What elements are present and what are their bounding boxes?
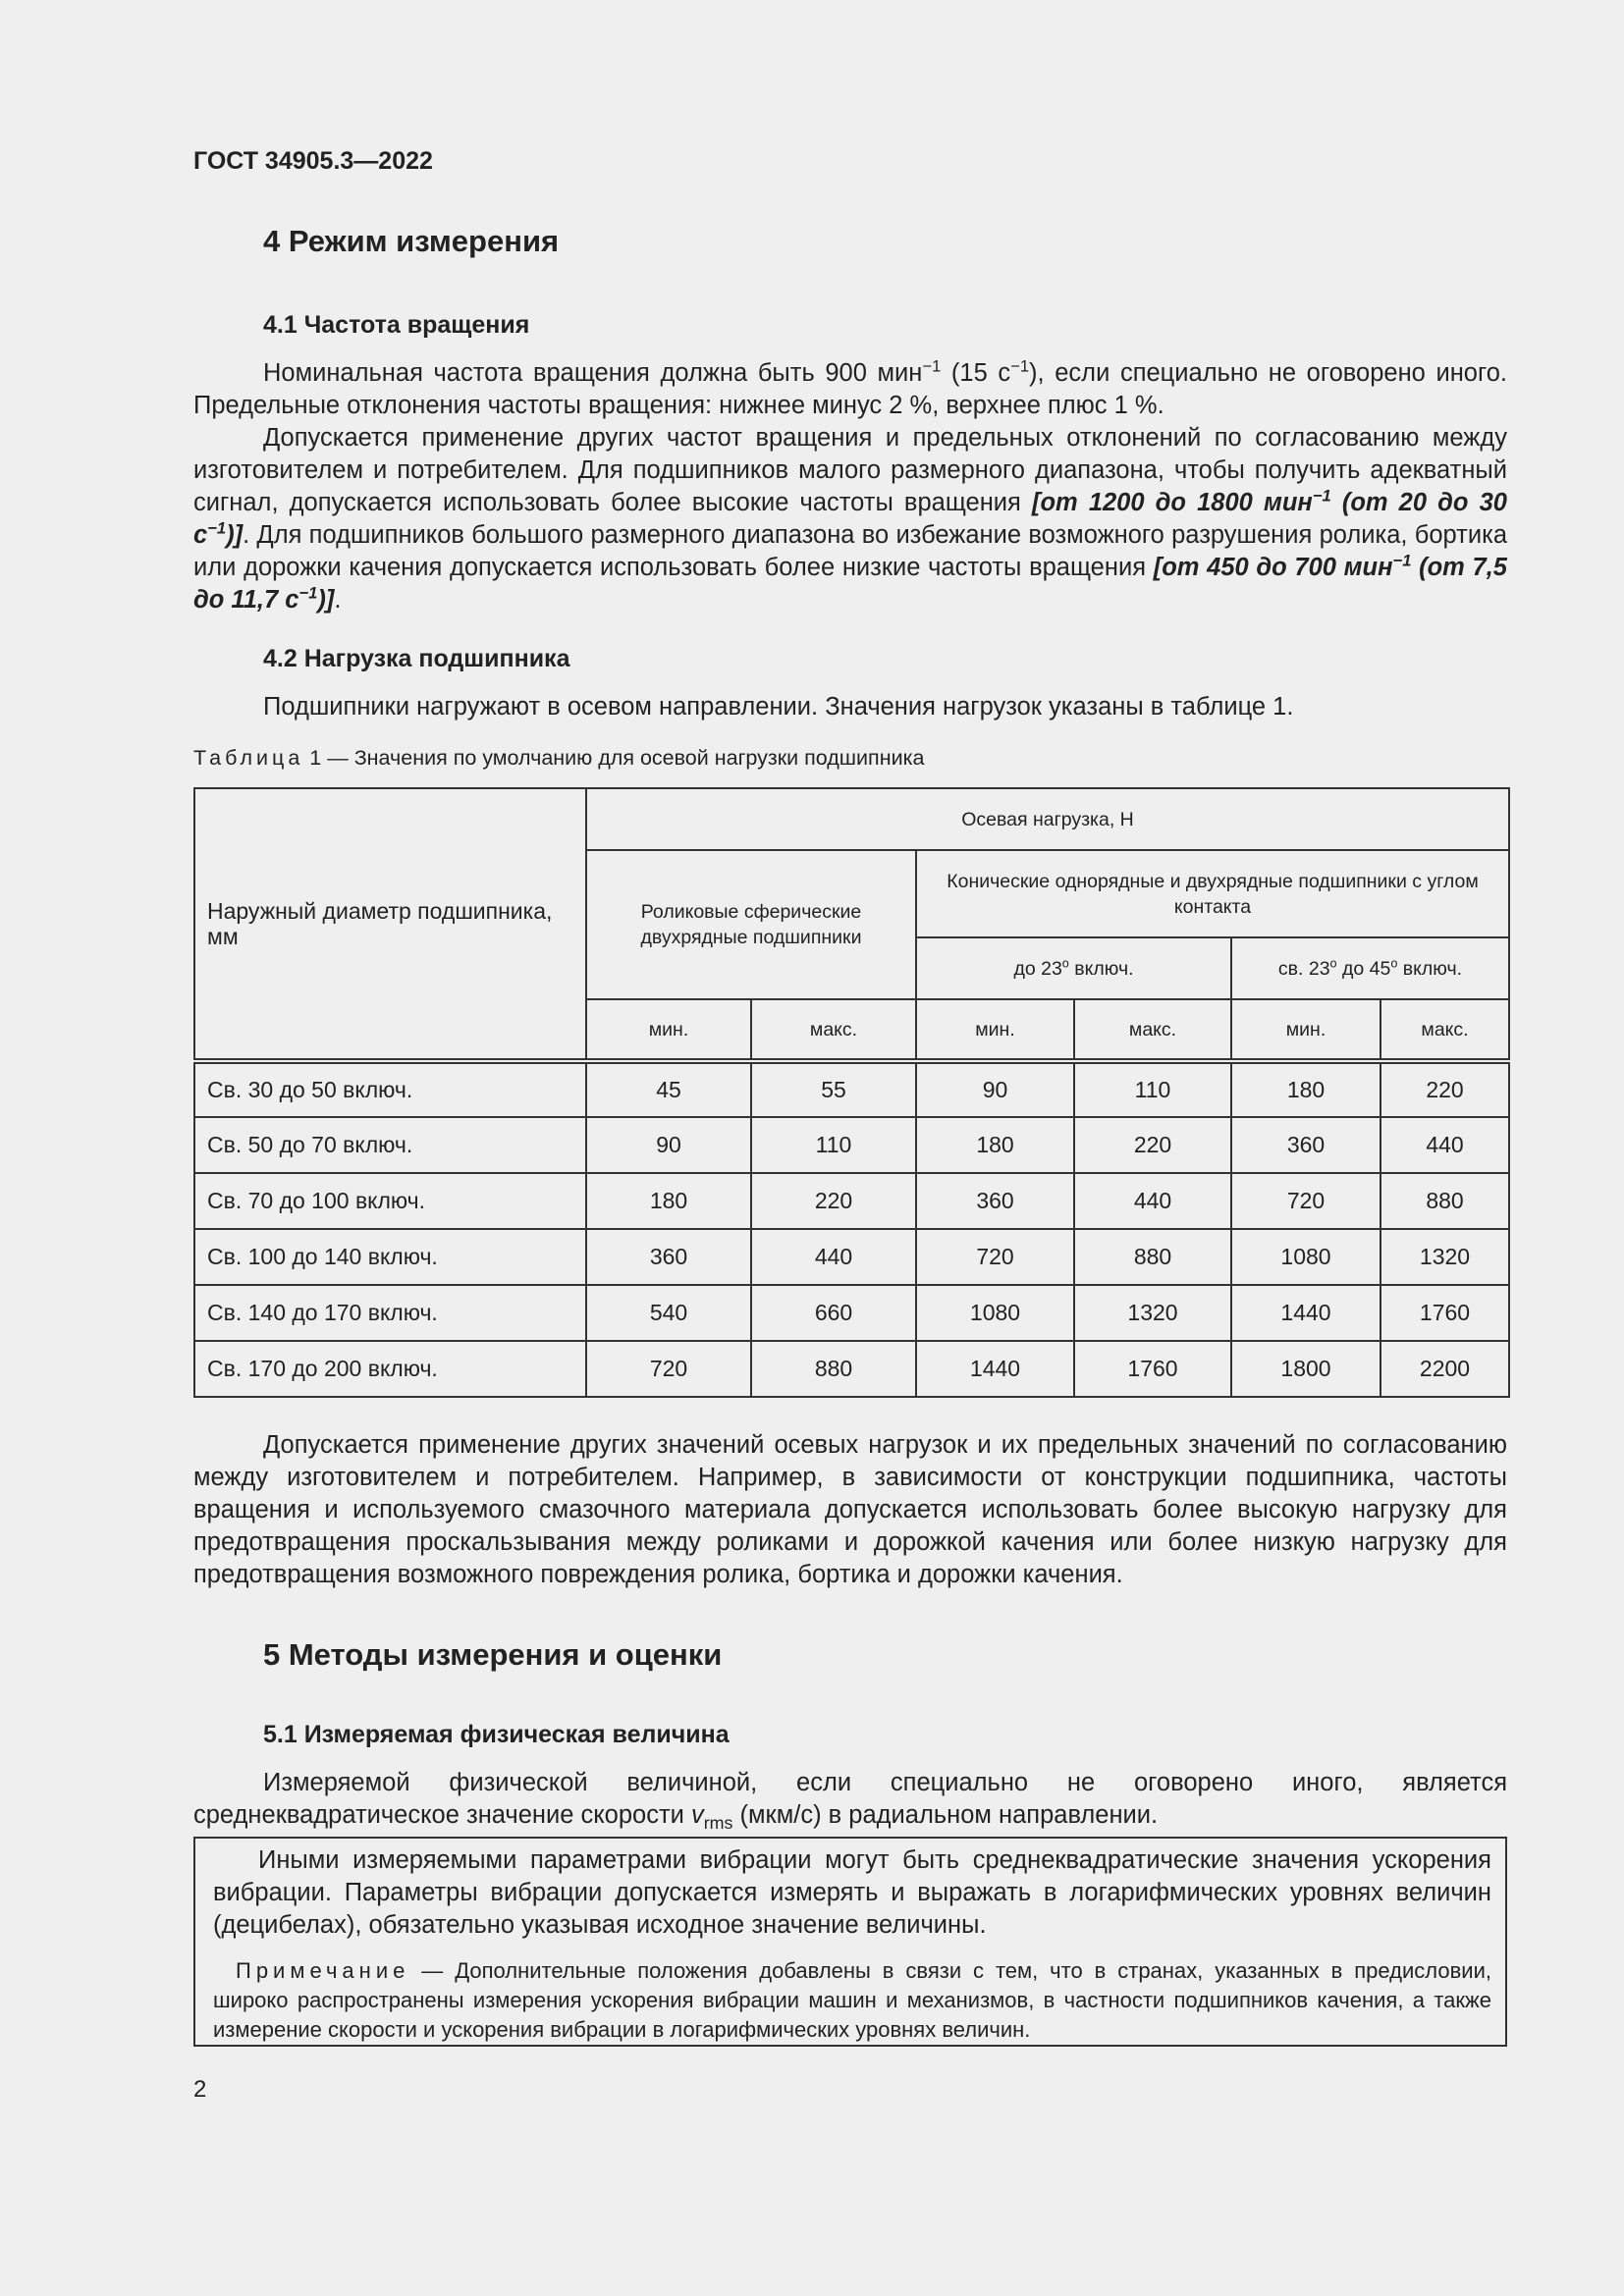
row-label: Св. 50 до 70 включ. xyxy=(194,1117,586,1173)
additional-provisions-box xyxy=(193,1837,1507,2047)
row-label: Св. 70 до 100 включ. xyxy=(194,1173,586,1229)
table-cell: 1320 xyxy=(1380,1229,1509,1285)
table-cell: 110 xyxy=(751,1117,916,1173)
section-5-title: 5 Методы измерения и оценки xyxy=(263,1637,723,1672)
table-cell: 360 xyxy=(916,1173,1074,1229)
table-cell: 360 xyxy=(586,1229,751,1285)
section-4-title: 4 Режим измерения xyxy=(263,224,560,258)
table-cell: 1440 xyxy=(1231,1285,1380,1341)
table-cell: 1080 xyxy=(1231,1229,1380,1285)
table-row xyxy=(194,1229,1509,1285)
row-label: Св. 170 до 200 включ. xyxy=(194,1341,586,1397)
header-max: макс. xyxy=(1074,999,1231,1061)
table-cell: 1320 xyxy=(1074,1285,1231,1341)
table-cell: 2200 xyxy=(1380,1341,1509,1397)
paragraph-4-1-1: Номинальная частота вращения должна быть 900 мин$^{-1}$ (15 $с^{-1}$), если специально не оговорено иного. Предельные отклонения частоты вращения: нижнее минус 2 %, верхнее плюс 1 %. xyxy=(193,356,1507,419)
paragraph-after-table: Допускается применение других значений осевых нагрузок и их предельных значений по согласованию между изготовителем и потребителем. Например, в зависимости от конструкции подшипника, частоты вращения и используемого смазочного материала допускается использовать более высокую нагрузку для предотвращения проскальзывания между роликами и дорожкой качения или более низкую нагрузку для предотвращения возможного повреждения ролика, бортика и дорожки качения. xyxy=(193,1431,1507,1588)
table-cell: 880 xyxy=(1074,1229,1231,1285)
row-label: Св. 140 до 170 включ. xyxy=(194,1285,586,1341)
boxed-paragraph: Иными измеряемыми параметрами вибрации могут быть среднеквадратические значения ускорения вибрации. Параметры вибрации допускается измерять и выражать в логарифмических уровнях величин (децибелах), обязательно указывая исходное значение величины. xyxy=(213,1846,1491,1939)
header-axial-load: Осевая нагрузка, Н xyxy=(586,788,1509,850)
table-cell: 180 xyxy=(586,1173,751,1229)
table-cell: 720 xyxy=(1231,1173,1380,1229)
table-cell: 360 xyxy=(1231,1117,1380,1173)
paragraph-5-1-1: Измеряемой физической величиной, если специально не оговорено иного, является среднеквадратическое значение скорости $v_{rms}$ (мкм/с) в радиальном направлении. xyxy=(193,1769,1507,1834)
header-min: мин. xyxy=(916,999,1074,1061)
section-4-1-title: 4.1 Частота вращения xyxy=(263,311,530,339)
table-cell: 1800 xyxy=(1231,1341,1380,1397)
table-cell: 220 xyxy=(1074,1117,1231,1173)
table-cell: 720 xyxy=(586,1341,751,1397)
table-cell: 440 xyxy=(751,1229,916,1285)
table-cell: 720 xyxy=(916,1229,1074,1285)
note: Примечание — Дополнительные положения добавлены в связи с тем, что в странах, указанных в предисловии, широко распространены измерения ускорения вибрации машин и механизмов, в частности подшипников качения, а также измерение скорости и ускорения вибрации в логарифмических уровнях величин. xyxy=(213,1958,1491,2042)
table-cell: 90 xyxy=(586,1117,751,1173)
table-cell: 660 xyxy=(751,1285,916,1341)
frequency-range-low: [от 450 до 700 мин$^{-1}$ (от 7,5 до 11,7 $с^{-1}$)] xyxy=(193,551,1507,614)
table-cell: 55 xyxy=(751,1061,916,1117)
header-max: макс. xyxy=(751,999,916,1061)
header-spherical-roller: Роликовые сферические двухрядные подшипники xyxy=(586,850,916,999)
table-row xyxy=(194,1061,1509,1117)
table-cell: 220 xyxy=(1380,1061,1509,1117)
table-cell: 1760 xyxy=(1074,1341,1231,1397)
row-label: Св. 100 до 140 включ. xyxy=(194,1229,586,1285)
paragraph-4-1-2: Допускается применение других частот вращения и предельных отклонений по согласованию между изготовителем и потребителем. Для подшипников малого размерного диапазона, чтобы получить адекватный сигнал, допускается использовать более высокие частоты вращения [от 1200 до 1800 мин$^{-1}$ (от 20 до 30 $с^{-1}$)]. Для подшипников большого размерного диапазона во избежание возможного разрушения ролика, бортика или дорожки качения допускается использовать более низкие частоты вращения [от 450 до 700 мин$^{-1}$ (от 7,5 до 11,7 $с^{-1}$)]. xyxy=(193,424,1507,614)
table-cell: 880 xyxy=(1380,1173,1509,1229)
table-cell: 540 xyxy=(586,1285,751,1341)
table-cell: 220 xyxy=(751,1173,916,1229)
table-cell: 1080 xyxy=(916,1285,1074,1341)
table-1-caption: Таблица 1 — Значения по умолчанию для осевой нагрузки подшипника xyxy=(193,746,925,770)
header-max: макс. xyxy=(1380,999,1509,1061)
table-cell: 45 xyxy=(586,1061,751,1117)
row-label: Св. 30 до 50 включ. xyxy=(194,1061,586,1117)
frequency-range-high: [от 1200 до 1800 мин$^{-1}$ (от 20 до 30 $с^{-1}$)] xyxy=(193,486,1507,549)
header-outer-diameter: Наружный диаметр подшипника, мм xyxy=(194,788,586,1061)
page-number: 2 xyxy=(193,2076,207,2103)
table-row xyxy=(194,1173,1509,1229)
table-cell: 440 xyxy=(1074,1173,1231,1229)
table-cell: 180 xyxy=(1231,1061,1380,1117)
table-cell: 180 xyxy=(916,1117,1074,1173)
table-cell: 1760 xyxy=(1380,1285,1509,1341)
table-cell: 440 xyxy=(1380,1117,1509,1173)
document-code: ГОСТ 34905.3—2022 xyxy=(193,147,433,175)
header-angle-23-to-45: св. $23^о$ до $45^о$ включ. xyxy=(1231,937,1509,999)
table-row xyxy=(194,1341,1509,1397)
table-cell: 880 xyxy=(751,1341,916,1397)
table-row xyxy=(194,1117,1509,1173)
table-cell: 90 xyxy=(916,1061,1074,1117)
header-min: мин. xyxy=(586,999,751,1061)
paragraph-4-2-1: Подшипники нагружают в осевом направлении. Значения нагрузок указаны в таблице 1. xyxy=(263,693,1294,721)
table-cell: 1440 xyxy=(916,1341,1074,1397)
header-tapered-roller: Конические однорядные и двухрядные подшипники с углом контакта xyxy=(916,850,1509,937)
table-cell: 110 xyxy=(1074,1061,1231,1117)
section-5-1-title: 5.1 Измеряемая физическая величина xyxy=(263,1721,730,1748)
section-4-2-title: 4.2 Нагрузка подшипника xyxy=(263,645,570,672)
header-angle-up-to-23: до $23^о$ включ. xyxy=(916,937,1231,999)
axial-load-table xyxy=(193,787,1510,1398)
table-row xyxy=(194,1285,1509,1341)
header-min: мин. xyxy=(1231,999,1380,1061)
